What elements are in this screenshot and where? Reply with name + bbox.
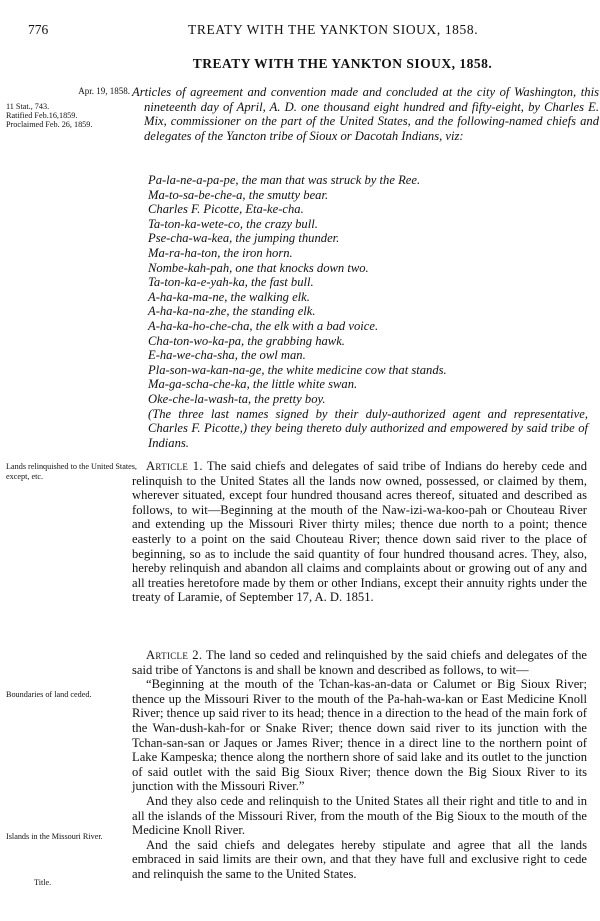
treaty-title: TREATY WITH THE YANKTON SIOUX, 1858. — [192, 56, 493, 71]
margin-ratified: Ratified Feb.16,1859. — [6, 111, 78, 120]
margin-boundaries: Boundaries of land ceded. — [6, 690, 92, 699]
article-2-boundary-quote: “Beginning at the mouth of the Tchan-kas-an-data or Calumet or Big Sioux River; thence up the Missouri River to the mouth of the Pa-hah-wa-kan or East Medicine Knoll River; thence up said river to its head; thence in a direction to the head of the main fork of the Wan-dush-kah-for or Snake River; thence down said river to its junction with the Tchan-san-san or Jaques or James River; thence in a direct line to the northern point of Lake Kampeska; thence along the northern shore of said lake and its outlet to the junction of said outlet with the said Big Sioux River; thence down the Big Sioux River to its junction with the Missouri River.” — [132, 677, 587, 794]
signer-entry: Oke-che-la-wash-ta, the pretty boy. — [148, 391, 326, 406]
signer-entry: Ma-ga-scha-che-ka, the little white swan. — [148, 377, 358, 392]
article-1 — [132, 459, 587, 605]
signer-entry: A-ha-ka-ma-ne, the walking elk. — [148, 289, 310, 304]
signer-entry: A-ha-ka-na-zhe, the standing elk. — [148, 304, 316, 319]
signers-note: (The three last names signed by their duly-authorized agent and representative, Charles F. Picotte,) they being thereto duly authorized and empowered by said tribe of Indians. — [148, 406, 588, 450]
page-number: 776 — [28, 22, 49, 37]
article-2-label: Article 2. — [146, 648, 203, 662]
signer-entry: Pse-cha-wa-kea, the jumping thunder. — [148, 231, 340, 246]
article-1-label: Article 1. — [146, 459, 203, 473]
article-2-text: The land so ceded and relinquished by the said chiefs and delegates of the said tribe of Yanctons is and shall be known and described as follows, to wit— — [132, 648, 587, 677]
signer-entry: Ta-ton-ka-wete-co, the crazy bull. — [148, 216, 318, 231]
signer-entry: E-ha-we-cha-sha, the owl man. — [148, 348, 306, 363]
preamble: Articles of agreement and convention made and concluded at the city of Washington, this nineteenth day of April, A. D. one thousand eight hundred and fifty-eight, by Charles E. Mix, commissioner on the part of the United States, and the following-named chiefs and delegates of the Yancton tribe of Sioux or Dacotah Indians, viz: — [132, 85, 599, 143]
margin-title: Title. — [34, 878, 52, 887]
article-2 — [132, 648, 587, 882]
margin-proclaimed: Proclaimed Feb. 26, 1859. — [6, 120, 93, 129]
article-1-text: The said chiefs and delegates of said tribe of Indians do hereby cede and relinquish to the United States all the lands now owned, possessed, or claimed by them, wherever situated, except four hundred thousand acres thereof, situated and described as follows, to wit—Beginning at the mouth of the Naw-izi-wa-koo-pah or Chouteau River and extending up the Missouri River thirty miles; thence due north to a point; thence easterly to a point on the said Chouteau River; thence down said river to the place of beginning, so as to include the said quantity of four hundred thousand acres. They, also, hereby relinquish and abandon all claims and complaints about or growing out of any and all treaties heretofore made by them or other Indians, except their annuity rights under the treaty of Laramie, of September 17, A. D. 1851. — [132, 459, 587, 605]
signer-entry: A-ha-ka-ho-che-cha, the elk with a bad voice. — [148, 318, 379, 333]
signer-entry: Ma-to-sa-be-che-a, the smutty bear. — [148, 187, 329, 202]
running-title: TREATY WITH THE YANKTON SIOUX, 1858. — [188, 22, 479, 37]
signer-entry: Nombe-kah-pah, one that knocks down two. — [148, 260, 369, 275]
signer-entry: Pa-la-ne-a-pa-pe, the man that was struck by the Ree. — [148, 173, 421, 187]
running-head — [28, 22, 580, 38]
signer-entry: Cha-ton-wo-ka-pa, the grabbing hawk. — [148, 333, 345, 348]
margin-date: Apr. 19, 1858. — [78, 86, 130, 96]
margin-stat: 11 Stat., 743. — [6, 102, 50, 111]
signers-list — [148, 173, 588, 450]
signer-entry: Ma-ra-ha-ton, the iron horn. — [148, 245, 293, 260]
signer-entry: Ta-ton-ka-e-yah-ka, the fast bull. — [148, 275, 314, 290]
signer-entry: Pla-son-wa-kan-na-ge, the white medicine cow that stands. — [148, 362, 447, 377]
margin-lands-relinquished: Lands relinquished to the United States, except, etc. — [6, 462, 137, 481]
signer-entry: Charles F. Picotte, Eta-ke-cha. — [148, 202, 304, 217]
article-2-title: And the said chiefs and delegates hereby stipulate and agree that all the lands embraced in said limits are their own, and that they have full and exclusive right to cede and relinquish the same to the United States. — [132, 837, 587, 881]
margin-islands: Islands in the Missouri River. — [6, 832, 103, 841]
article-2-islands: And they also cede and relinquish to the United States all their right and title to and in all the islands of the Missouri River, from the mouth of the Big Sioux to the mouth of the Medicine Knoll River. — [132, 793, 587, 838]
